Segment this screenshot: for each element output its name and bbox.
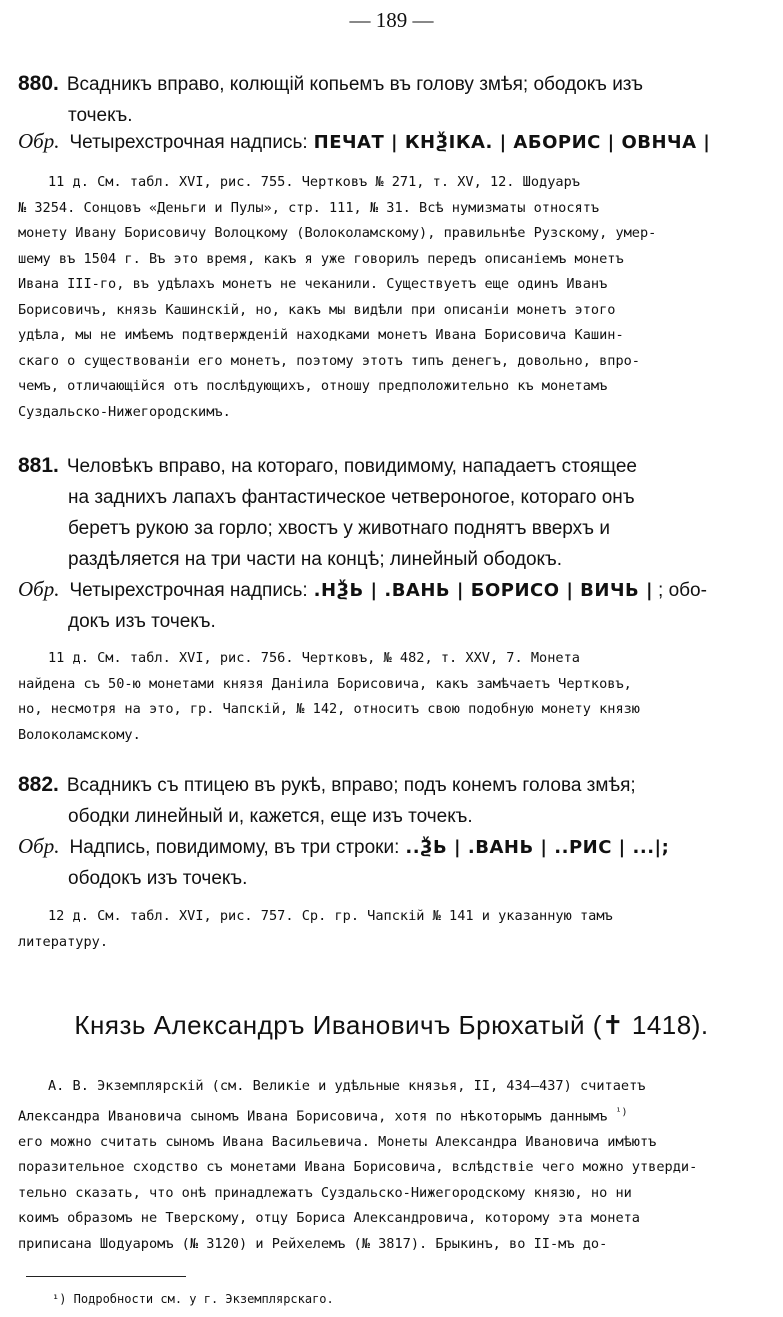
description-line: Всадникъ вправо, колющій копьемъ въ голову змѣя; ободокъ изъ [66, 74, 643, 95]
note-line: найдена съ 50-ю монетами князя Даніила Борисовича, какъ замѣчаетъ Чертковъ, [18, 675, 632, 692]
note-line: Волоколамскому. [18, 726, 141, 743]
obverse-line-2: докъ изъ точекъ. [68, 611, 216, 632]
body-line-with-footnote [18, 1100, 773, 1130]
entry-881-description [18, 450, 768, 575]
note-line: 11 д. См. табл. XVI, рис. 755. Чертковъ № 271, т. XV, 12. Шодуаръ [48, 174, 580, 190]
note-line: 11 д. См. табл. XVI, рис. 756. Чертковъ, № 482, т. XXV, 7. Монета [48, 650, 580, 666]
body-line: тельно сказать, что онѣ принадлежатъ Суздальско-Нижегородскому князю, но ни [18, 1184, 632, 1201]
note-line: чемъ, отличающійся отъ послѣдующихъ, отношу предположительно къ монетамъ [18, 378, 608, 394]
body-line: поразительное сходство съ монетами Ивана Борисовича, вслѣдствіе чего можно утверди- [18, 1159, 698, 1176]
note-line: монету Ивану Борисовичу Волоцкому (Волоколамскому), правильнѣе Рузскому, умер- [18, 225, 657, 241]
obverse-inscription: .НѮЬ | .ВАНЬ | БОРИСО | ВИЧЬ | [313, 580, 654, 601]
note-line: Ивана III-го, въ удѣлахъ монетъ не чеканили. Существуетъ еще одинъ Иванъ [18, 276, 608, 292]
description-line: Человѣкъ вправо, на котораго, повидимому, нападаетъ стоящее [66, 456, 637, 477]
body-line: коимъ образомъ не Тверскому, отцу Бориса Александровича, которому эта монета [18, 1210, 640, 1227]
entry-881-obverse [18, 574, 773, 637]
description-line: Всадникъ съ птицею въ рукѣ, вправо; подъ конемъ голова змѣя; [66, 775, 636, 796]
note-line: шему въ 1504 г. Въ это время, какъ я уже говорилъ передъ описаніемъ монетъ [18, 250, 624, 267]
entry-882-note [18, 904, 773, 955]
body-line: А. В. Экземплярскій (см. Великіе и удѣльные князья, II, 434—437) считаетъ [48, 1078, 646, 1094]
note-line: Суздальско-Нижегородскимъ. [18, 403, 231, 420]
footnote-marker[interactable]: ¹) [615, 1106, 628, 1118]
note-line: литературу. [18, 933, 109, 950]
entry-number: 882. [18, 773, 59, 796]
section-body [18, 1074, 773, 1257]
body-line: его можно считать сыномъ Ивана Васильевича. Монеты Александра Ивановича имѣютъ [18, 1133, 657, 1150]
entry-880-description [18, 68, 768, 131]
obverse-inscription: ..ѮЬ | .ВАНЬ | ..РИС | ...|; [405, 837, 670, 858]
description-line: на заднихъ лапахъ фантастическое четвероногое, котораго онъ [68, 487, 635, 508]
obverse-label: Обр. [18, 834, 60, 858]
description-line: ободки линейный и, кажется, еще изъ точекъ. [68, 806, 473, 827]
obverse-text: Четырехстрочная надпись: [69, 580, 308, 601]
note-line: но, несмотря на это, гр. Чапскій, № 142, относитъ свою подобную монету князю [18, 701, 640, 717]
obverse-line-2: ободокъ изъ точекъ. [68, 868, 248, 889]
entry-number: 881. [18, 454, 59, 477]
obverse-text: Четырехстрочная надпись: [69, 132, 308, 153]
footnote: ¹) Подробности см. у г. Экземплярскаго. [52, 1292, 334, 1306]
section-heading: Князь Александръ Ивановичъ Брюхатый (✝ 1418). [74, 1010, 709, 1040]
entry-880-note [18, 170, 773, 425]
page-number: — 189 — [349, 8, 434, 32]
note-line: удѣла, мы не имѣемъ подтвержденій находками монетъ Ивана Борисовича Кашин- [18, 327, 624, 343]
description-line: раздѣляется на три части на концѣ; линейный ободокъ. [68, 549, 563, 570]
obverse-label: Обр. [18, 577, 60, 601]
entry-882-obverse [18, 831, 773, 894]
note-line: Борисовичъ, князь Кашинскій, но, какъ мы видѣли при описаніи монетъ этого [18, 301, 616, 318]
entry-880-obverse [18, 126, 773, 158]
note-line: № 3254. Сонцовъ «Деньги и Пулы», стр. 111, № 31. Всѣ нумизматы относятъ [18, 199, 600, 216]
footnote-divider [26, 1276, 186, 1277]
obverse-label: Обр. [18, 129, 60, 153]
description-line: точекъ. [68, 105, 133, 126]
obverse-text: Надпись, повидимому, въ три строки: [69, 837, 400, 858]
note-line: 12 д. См. табл. XVI, рис. 757. Ср. гр. Чапскій № 141 и указанную тамъ [48, 908, 613, 924]
description-line: беретъ рукою за горло; хвостъ у животнаго поднятъ вверхъ и [68, 518, 610, 539]
obverse-inscription: ПЕЧАТ | КНѮІКА. | АБОРИС | ОВНЧА | [313, 132, 711, 153]
entry-881-note [18, 646, 773, 748]
body-line: Александра Ивановича сыномъ Ивана Борисовича, хотя по нѣкоторымъ даннымъ [18, 1108, 608, 1125]
obverse-tail: ; обо- [658, 580, 707, 601]
entry-number: 880. [18, 72, 59, 95]
body-line: приписана Шодуаромъ (№ 3120) и Рейхелемъ (№ 3817). Брыкинъ, во II-мъ до- [18, 1235, 608, 1252]
note-line: скаго о существованіи его монетъ, поэтому этотъ типъ денегъ, довольно, впро- [18, 352, 640, 369]
entry-882-description [18, 769, 768, 832]
